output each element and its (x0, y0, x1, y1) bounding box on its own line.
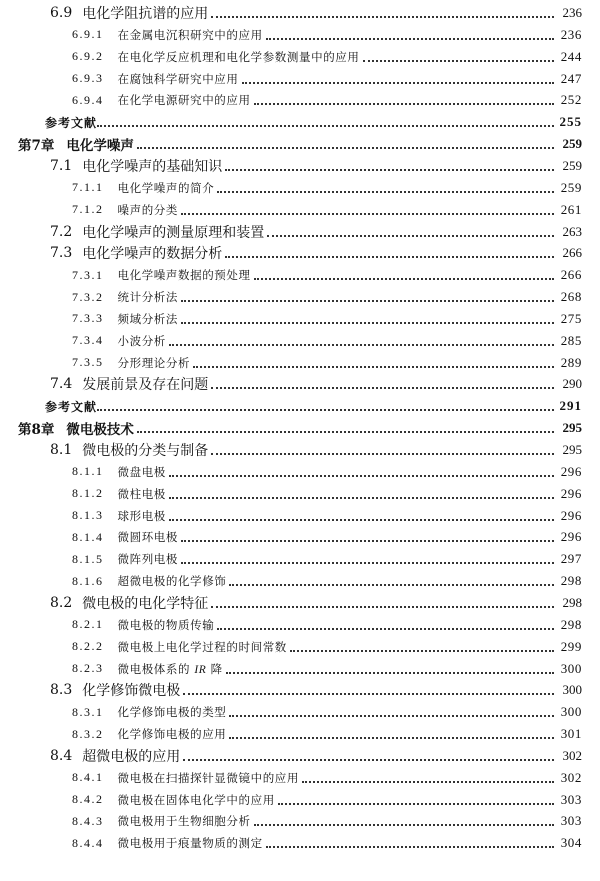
toc-entry-page-number: 302 (562, 747, 582, 763)
toc-entry-number: 6.9.1 (72, 27, 104, 42)
toc-entry-sub (0, 810, 600, 832)
toc-entry-page-number: 296 (560, 507, 582, 523)
dot-leader (181, 322, 554, 324)
toc-entry-sub (0, 767, 600, 789)
toc-entry-title: 在化学电源研究中的应用 (117, 93, 251, 108)
toc-entry-page-number: 255 (559, 114, 582, 130)
dot-leader (181, 300, 554, 302)
toc-entry-page-number: 295 (562, 420, 582, 436)
dot-leader (278, 803, 554, 805)
toc-entry-title: 电化学噪声的数据分析 (82, 246, 223, 263)
toc-entry-number: 8.3 (50, 682, 73, 699)
toc-entry-page-number: 259 (560, 179, 582, 195)
toc-entry-page-number: 259 (562, 157, 582, 173)
toc-entry-title: 电化学噪声的测量原理和装置 (82, 224, 265, 241)
dot-leader (183, 693, 554, 695)
toc-entry-page-number: 247 (560, 70, 582, 86)
toc-entry-number: 8.1.6 (72, 573, 104, 588)
toc-entry-title: 分形理论分析 (117, 355, 191, 370)
toc-entry-page-number: 261 (560, 201, 582, 217)
toc-entry-page-number: 298 (560, 616, 582, 632)
toc-entry-page-number: 263 (562, 223, 582, 239)
toc-entry-number: 8.4.2 (72, 792, 104, 807)
dot-leader (226, 672, 554, 674)
toc-entry-page-number: 302 (560, 769, 582, 785)
toc-entry-sub (0, 526, 600, 548)
toc-entry-title: 电化学阻抗谱的应用 (82, 6, 209, 22)
toc-entry-title: 超微电极的应用 (82, 748, 181, 765)
toc-entry-title: 统计分析法 (117, 290, 178, 305)
toc-entry-number: 6.9.3 (72, 71, 104, 86)
toc-entry-number: 6.9.2 (72, 49, 104, 64)
toc-entry-number: 8.2.1 (72, 617, 104, 632)
toc-entry-chapter (0, 417, 600, 439)
dot-leader (169, 519, 554, 521)
toc-entry-sub (0, 483, 600, 505)
toc-entry-number: 8.3.1 (72, 704, 104, 719)
toc-entry-title: 电化学噪声数据的预处理 (117, 268, 251, 283)
toc-entry-section (0, 592, 600, 614)
toc-entry-sub (0, 701, 600, 723)
toc-entry-title: 微电极在扫描探针显微镜中的应用 (117, 770, 299, 785)
dot-leader (169, 475, 554, 477)
toc-entry-sub (0, 832, 600, 854)
toc-entry-title: 微电极用于生物细胞分析 (117, 814, 251, 829)
dot-leader (169, 344, 554, 346)
toc-entry-page-number: 300 (560, 704, 582, 720)
toc-entry-page-number: 236 (560, 26, 582, 42)
dot-leader (211, 453, 554, 455)
toc-entry-title: 超微电极的化学修饰 (117, 574, 227, 589)
dot-leader (229, 715, 554, 717)
dot-leader (266, 846, 554, 848)
toc-entry-number: 7.3.2 (72, 289, 104, 304)
toc-entry-number: 7.4 (50, 376, 73, 393)
toc-entry-page-number: 285 (560, 332, 582, 348)
toc-entry-title: 在金属电沉积研究中的应用 (117, 27, 263, 42)
dot-leader (302, 781, 554, 783)
toc-entry-number: 8.3.2 (72, 726, 104, 741)
toc-entry-page-number: 303 (560, 813, 582, 829)
toc-entry-ref (0, 111, 600, 133)
dot-leader (225, 256, 554, 258)
toc-entry-title: 参考文献 (45, 399, 98, 414)
toc-entry-page-number: 298 (562, 594, 582, 610)
toc-entry-page-number: 266 (560, 267, 582, 283)
toc-entry-title: 电化学噪声的基础知识 (82, 158, 223, 175)
dot-leader (229, 584, 554, 586)
toc-entry-title: 微电极上电化学过程的时间常数 (117, 639, 287, 654)
toc-entry-number: 7.3.1 (72, 267, 104, 282)
toc-entry-sub (0, 614, 600, 636)
toc-entry-number: 7.1 (50, 157, 73, 174)
dot-leader (211, 16, 554, 18)
dot-leader (290, 650, 554, 652)
toc-entry-page-number: 296 (560, 529, 582, 545)
toc-entry-sub (0, 46, 600, 68)
dot-leader (211, 606, 554, 608)
dot-leader (181, 562, 554, 564)
toc-entry-sub (0, 264, 600, 286)
toc-entry-title: 电化学噪声 (66, 138, 134, 155)
dot-leader (183, 759, 554, 761)
toc-entry-sub (0, 505, 600, 527)
toc-entry-page-number: 266 (562, 245, 582, 261)
toc-entry-title: 频域分析法 (117, 311, 178, 326)
toc-entry-number: 7.3.5 (72, 355, 104, 370)
toc-entry-sub (0, 177, 600, 199)
toc-entry-page-number: 296 (560, 485, 582, 501)
dot-leader (193, 366, 554, 368)
toc-entry-section (0, 745, 600, 767)
toc-entry-sub (0, 308, 600, 330)
toc-entry-number: 6.9 (50, 5, 73, 21)
toc-entry-title: 微柱电极 (117, 486, 166, 501)
toc-entry-title: 微电极的电化学特征 (82, 595, 209, 612)
toc-entry-sub (0, 461, 600, 483)
toc-entry-sub (0, 658, 600, 680)
toc-entry-ref (0, 395, 600, 417)
toc-entry-page-number: 268 (560, 289, 582, 305)
toc-entry-page-number: 236 (562, 5, 582, 20)
toc-entry-page-number: 275 (560, 310, 582, 326)
toc-entry-sub (0, 89, 600, 111)
toc-entry-sub (0, 548, 600, 570)
dot-leader (181, 213, 554, 215)
toc-entry-page-number: 259 (562, 136, 582, 152)
dot-leader (181, 540, 554, 542)
toc-entry-number: 8.2.2 (72, 639, 104, 654)
toc-entry-section (0, 373, 600, 395)
dot-leader (137, 431, 554, 433)
toc-entry-section (0, 221, 600, 243)
toc-entry-page-number: 290 (562, 376, 582, 392)
dot-leader (254, 278, 554, 280)
dot-leader (242, 82, 555, 84)
dot-leader (266, 38, 554, 40)
dot-leader (229, 737, 554, 739)
toc-entry-number: 7.1.2 (72, 202, 104, 217)
toc-entry-sub (0, 636, 600, 658)
toc-entry-section (0, 155, 600, 177)
toc-entry-sub (0, 286, 600, 308)
toc-entry-page-number: 296 (560, 463, 582, 479)
dot-leader (267, 235, 554, 237)
dot-leader (254, 103, 554, 105)
toc-entry-title: 小波分析 (117, 333, 166, 348)
toc-entry-title: 参考文献 (45, 115, 98, 130)
dot-leader (169, 497, 554, 499)
toc-entry-number: 8.4.1 (72, 770, 104, 785)
toc-entry-title: 化学修饰电极的应用 (117, 727, 227, 742)
toc-entry-number: 8.2 (50, 594, 73, 611)
toc-entry-number: 第7章 (18, 138, 55, 155)
toc-entry-number: 第8章 (18, 422, 55, 439)
toc-entry-title: 微电极的物质传输 (117, 617, 215, 632)
toc-entry-title: 微电极体系的 IR 降 (117, 661, 223, 676)
toc-entry-sub (0, 199, 600, 221)
dot-leader (363, 60, 555, 62)
dot-leader (225, 169, 554, 171)
toc-entry-page-number: 291 (559, 398, 582, 414)
toc-entry-number: 7.3.4 (72, 333, 104, 348)
toc-entry-number: 7.3 (50, 245, 73, 262)
toc-entry-sub (0, 789, 600, 811)
toc-entry-page-number: 289 (560, 354, 582, 370)
toc-entry-section (0, 679, 600, 701)
toc-entry-title: 电化学噪声的简介 (117, 180, 215, 195)
toc-entry-number: 8.1.1 (72, 464, 104, 479)
toc-entry-page-number: 300 (562, 682, 582, 698)
toc-entry-number: 8.2.3 (72, 661, 104, 675)
dot-leader (97, 409, 554, 411)
toc-entry-page-number: 303 (560, 791, 582, 807)
dot-leader (137, 147, 554, 149)
dot-leader (97, 125, 554, 127)
toc-entry-title: 微圆环电极 (117, 530, 178, 545)
dot-leader (217, 191, 554, 193)
toc-entry-number: 6.9.4 (72, 92, 104, 107)
toc-entry-number: 7.2 (50, 223, 73, 240)
toc-entry-number: 8.1.4 (72, 529, 104, 544)
toc-entry-page-number: 295 (562, 442, 582, 457)
toc-entry-number: 8.4 (50, 747, 73, 764)
toc-entry-section (0, 439, 600, 461)
toc-entry-sub (0, 352, 600, 374)
dot-leader (217, 628, 554, 630)
toc-entry-sub (0, 68, 600, 90)
toc-entry-page-number: 304 (560, 835, 582, 851)
toc-entry-number: 7.3.3 (72, 311, 104, 326)
toc-entry-title: 微电极的分类与制备 (82, 443, 209, 459)
dot-leader (254, 824, 554, 826)
toc-entry-number: 8.1.2 (72, 486, 104, 501)
toc-entry-title: 微阵列电极 (117, 552, 178, 567)
toc-entry-title: 噪声的分类 (117, 202, 178, 217)
dot-leader (211, 387, 554, 389)
toc-entry-title: 在腐蚀科学研究中应用 (117, 71, 239, 86)
toc-entry-page-number: 252 (560, 92, 582, 108)
toc-entry-sub (0, 723, 600, 745)
toc-entry-title: 微电极用于痕量物质的测定 (117, 836, 263, 851)
toc-entry-section (0, 242, 600, 264)
toc-entry-title: 微电极技术 (66, 422, 134, 439)
toc-entry-title: 在电化学反应机理和电化学参数测量中的应用 (117, 49, 360, 64)
toc-entry-page-number: 299 (560, 638, 582, 654)
toc-entry-number: 7.1.1 (72, 180, 104, 195)
toc-entry-page-number: 298 (560, 573, 582, 589)
toc-entry-page-number: 244 (560, 48, 582, 64)
toc-entry-number: 8.4.3 (72, 813, 104, 828)
toc-entry-title: 发展前景及存在问题 (82, 377, 209, 394)
toc-entry-page-number: 297 (560, 551, 582, 567)
toc-entry-chapter (0, 133, 600, 155)
toc-entry-title: 微盘电极 (117, 464, 166, 479)
toc-entry-number: 8.1.3 (72, 508, 104, 523)
toc-entry-sub (0, 570, 600, 592)
toc-entry-page-number: 300 (560, 660, 582, 676)
toc-entry-title: 球形电极 (117, 508, 166, 523)
toc-entry-sub (0, 330, 600, 352)
toc-entry-sub (0, 24, 600, 46)
toc-entry-page-number: 301 (560, 726, 582, 742)
toc-entry-title: 化学修饰微电极 (82, 683, 181, 700)
toc-entry-section (0, 2, 600, 24)
toc-entry-number: 8.1.5 (72, 551, 104, 566)
toc-entry-number: 8.4.4 (72, 835, 104, 850)
toc-entry-title: 化学修饰电极的类型 (117, 705, 227, 720)
toc-entry-number: 8.1 (50, 442, 73, 458)
toc-entry-title: 微电极在固体电化学中的应用 (117, 792, 275, 807)
